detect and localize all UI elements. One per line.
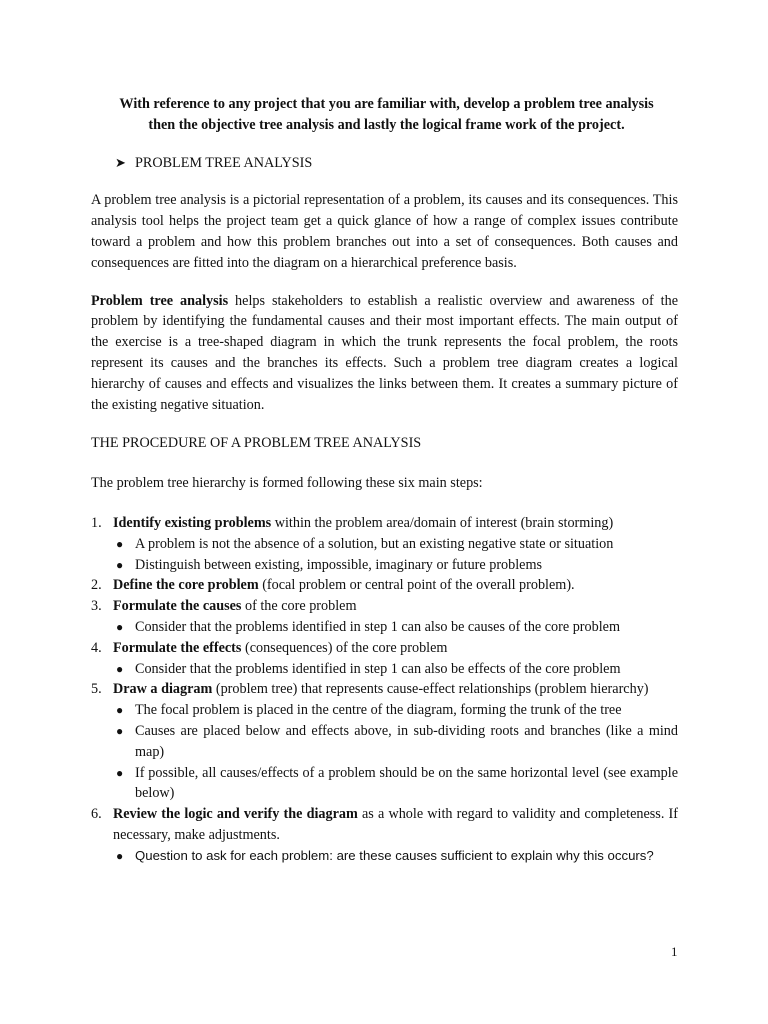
sub-item-text: The focal problem is placed in the centre of the diagram, forming the trunk of the tree	[135, 702, 622, 719]
document-page	[91, 94, 678, 867]
step-title: Formulate the effects	[113, 639, 242, 656]
paragraph-overview-bold: Problem tree analysis	[91, 292, 229, 309]
sub-item	[113, 534, 678, 555]
sub-item	[113, 659, 678, 680]
sub-item	[113, 763, 678, 805]
sub-list	[113, 846, 678, 867]
step-text: (problem tree) that represents cause-effect relationships (problem hierarchy)	[212, 681, 649, 698]
sub-item-text: Causes are placed below and effects above, in sub-dividing roots and branches (like a mind map)	[135, 722, 678, 760]
step-number: 3.	[91, 598, 102, 615]
step-title: Draw a diagram	[113, 681, 213, 698]
sub-item-text: Distinguish between existing, impossible, imaginary or future problems	[135, 556, 543, 573]
paragraph-overview	[91, 291, 678, 416]
arrowhead-bullet-icon: ➤	[115, 154, 126, 170]
sub-item-text: Consider that the problems identified in step 1 can also be effects of the core problem	[135, 660, 621, 677]
bullet-icon: ●	[116, 619, 124, 634]
paragraph-overview-text: helps stakeholders to establish a realistic overview and awareness of the problem by identifying the fundamental causes and their most important effects. The main output of the exercise is a tree-shaped diagram in which the trunk represents the focal problem, the roots represent its causes and the branches its effects. Such a problem tree diagram creates a logical hierarchy of causes and effects and visualizes the links between them. It creates a summary picture of the existing negative situation.	[91, 292, 678, 413]
step-text: (focal problem or central point of the overall problem).	[258, 577, 575, 594]
sub-item	[113, 700, 678, 721]
sub-item-text: Question to ask for each problem: are these causes sufficient to explain why this occurs?	[135, 847, 654, 863]
sub-item	[113, 846, 678, 867]
document-title	[91, 94, 678, 136]
sub-item-text: A problem is not the absence of a solution, but an existing negative state or situation	[135, 535, 614, 552]
step-item	[91, 679, 678, 804]
section-heading-label: PROBLEM TREE ANALYSIS	[135, 154, 313, 171]
step-text: as a whole with regard to validity and completeness. If necessary, make adjustments.	[113, 806, 678, 843]
step-number: 2.	[91, 577, 102, 594]
sub-list	[113, 659, 678, 680]
procedure-intro: The problem tree hierarchy is formed following these six main steps:	[91, 475, 483, 492]
procedure-heading: THE PROCEDURE OF A PROBLEM TREE ANALYSIS	[91, 435, 422, 452]
title-line-2: then the objective tree analysis and lastly the logical frame work of the project.	[148, 116, 625, 133]
step-title: Define the core problem	[113, 577, 259, 594]
sub-item-text: Consider that the problems identified in step 1 can also be causes of the core problem	[135, 618, 620, 635]
bullet-icon: ●	[116, 536, 124, 551]
step-number: 4.	[91, 639, 102, 656]
step-text: (consequences) of the core problem	[241, 639, 448, 656]
sub-list	[113, 617, 678, 638]
sub-item	[113, 555, 678, 576]
sub-list	[113, 534, 678, 576]
paragraph-definition: A problem tree analysis is a pictorial representation of a problem, its causes and its consequences. This analysis tool helps the project team get a quick glance of how a range of complex issues contribute toward a problem and how this problem branches out into a set of consequences. Both causes and consequences are fitted into the diagram on a hierarchical preference basis.	[91, 192, 678, 271]
step-item	[91, 804, 678, 866]
title-line-1: With reference to any project that you are familiar with, develop a problem tree analysis	[119, 96, 654, 112]
bullet-icon: ●	[116, 703, 124, 718]
bullet-icon: ●	[116, 723, 124, 738]
steps-list	[91, 513, 678, 867]
section-heading	[115, 153, 678, 174]
step-number: 5.	[91, 681, 102, 698]
step-title: Identify existing problems	[113, 514, 272, 531]
step-item	[91, 513, 678, 575]
page-number: 1	[671, 944, 678, 959]
bullet-icon: ●	[116, 557, 124, 572]
bullet-icon: ●	[116, 848, 124, 863]
step-title: Formulate the causes	[113, 598, 242, 615]
step-item	[91, 638, 678, 680]
sub-item	[113, 721, 678, 763]
step-item	[91, 596, 678, 638]
bullet-icon: ●	[116, 661, 124, 676]
sub-item-text: If possible, all causes/effects of a problem should be on the same horizontal level (see example below)	[135, 764, 678, 802]
step-text: of the core problem	[241, 598, 357, 615]
step-item	[91, 575, 678, 596]
step-title: Review the logic and verify the diagram	[113, 806, 358, 823]
sub-list	[113, 700, 678, 804]
bullet-icon: ●	[116, 765, 124, 780]
step-number: 1.	[91, 514, 102, 531]
sub-item	[113, 617, 678, 638]
step-text: within the problem area/domain of interest (brain storming)	[271, 514, 614, 531]
step-number: 6.	[91, 806, 102, 823]
